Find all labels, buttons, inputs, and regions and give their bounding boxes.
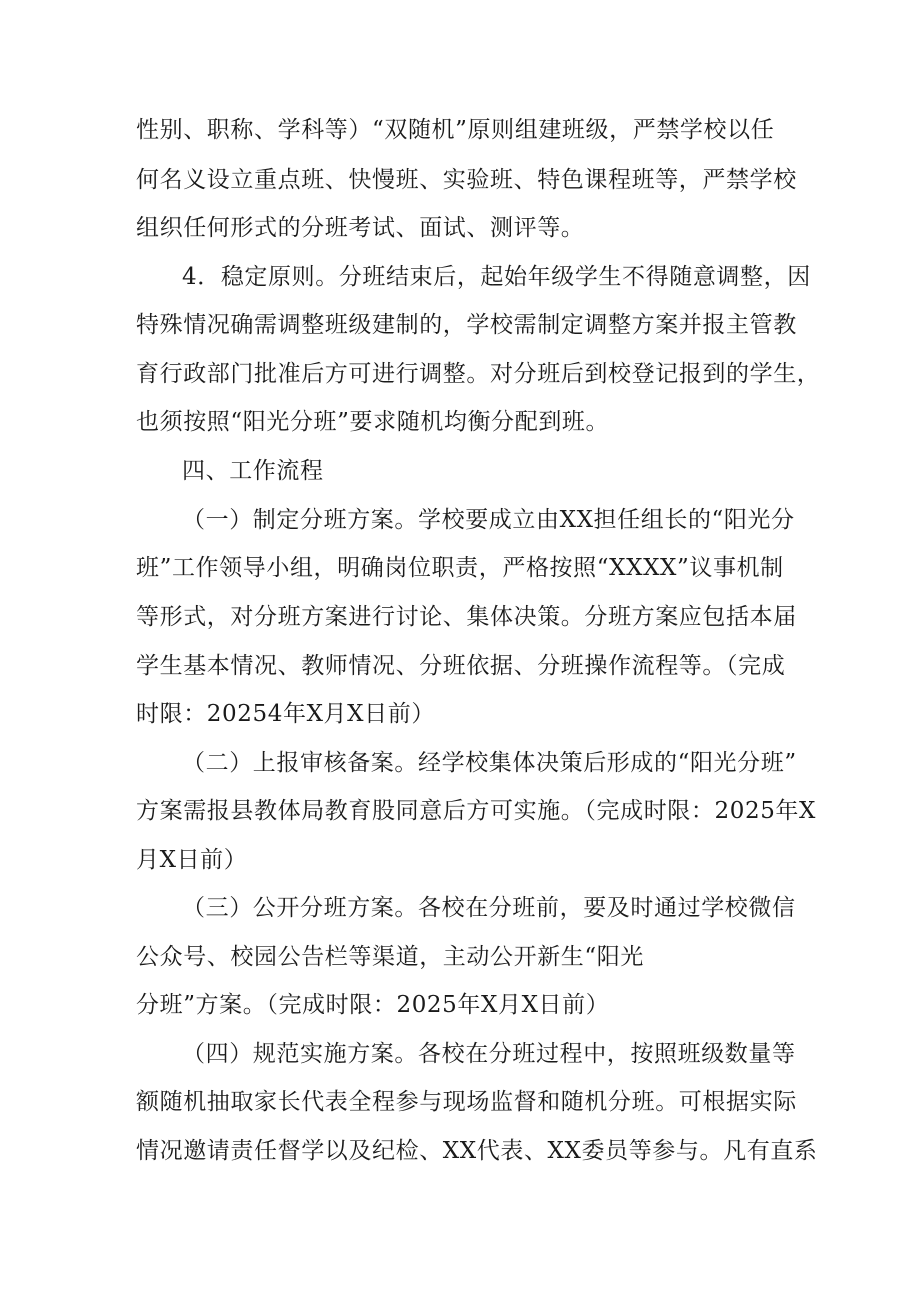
text-line: 也须按照“阳光分班”要求随机均衡分配到班。 bbox=[136, 409, 610, 435]
text-line: 4．稳定原则。分班结束后，起始年级学生不得随意调整，因 bbox=[182, 264, 811, 290]
text-line: 等形式，对分班方案进行讨论、集体决策。分班方案应包括本届 bbox=[136, 604, 797, 630]
text-line: 特殊情况确需调整班级建制的，学校需制定调整方案并报主管教 bbox=[136, 312, 797, 338]
text-line: 何名义设立重点班、快慢班、实验班、特色课程班等，严禁学校 bbox=[136, 167, 797, 193]
text-line: 公众号、校园公告栏等渠道，主动公开新生“阳光 bbox=[136, 944, 644, 970]
text-line: （三）公开分班方案。各校在分班前，要及时通过学校微信 bbox=[182, 895, 796, 921]
text-line: 额随机抽取家长代表全程参与现场监督和随机分班。可根据实际 bbox=[136, 1089, 797, 1115]
text-line: 性别、职称、学科等）“双随机”原则组建班级，严禁学校以任 bbox=[136, 117, 775, 143]
text-line: 班”工作领导小组，明确岗位职责，严格按照“XXXX”议事机制 bbox=[136, 555, 784, 581]
text-line: （二）上报审核备案。经学校集体决策后形成的“阳光分班” bbox=[182, 750, 797, 776]
text-line: 组织任何形式的分班考试、面试、测评等。 bbox=[136, 215, 585, 241]
text-line: 学生基本情况、教师情况、分班依据、分班操作流程等。（完成 bbox=[136, 653, 786, 679]
text-line: （一）制定分班方案。学校要成立由XX担任组长的“阳光分 bbox=[182, 507, 795, 533]
text-line: 方案需报县教体局教育股同意后方可实施。（完成时限：2025年X bbox=[136, 798, 817, 824]
text-line: 情况邀请责任督学以及纪检、XX代表、XX委员等参与。凡有直系 bbox=[136, 1138, 818, 1164]
text-line: 分班”方案。（完成时限：2025年X月X日前） bbox=[136, 992, 610, 1018]
text-line: （四）规范实施方案。各校在分班过程中，按照班级数量等 bbox=[182, 1041, 796, 1067]
text-line: 时限：20254年X月X日前） bbox=[136, 701, 435, 727]
section-heading: 四、工作流程 bbox=[182, 458, 324, 484]
text-line: 育行政部门批准后方可进行调整。对分班后到校登记报到的学生， bbox=[136, 361, 821, 387]
text-line: 月X日前） bbox=[136, 847, 248, 873]
